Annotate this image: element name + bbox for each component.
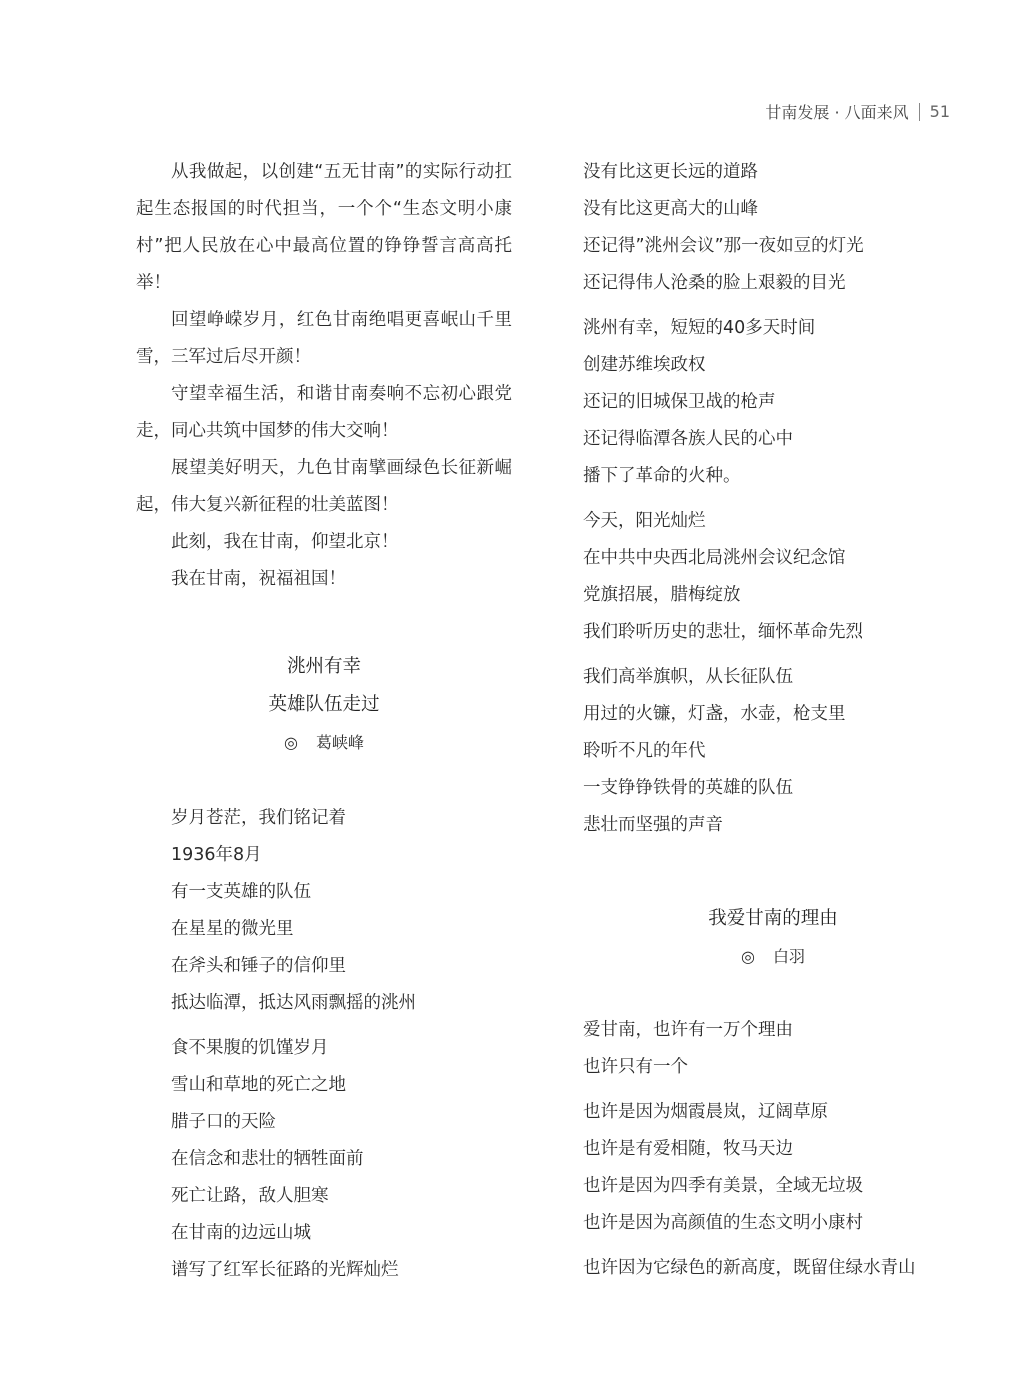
poem-line: 没有比这更高大的山峰 — [583, 199, 758, 219]
poem-line: 还记的旧城保卫战的枪声 — [583, 392, 776, 412]
poem-stanza — [583, 1094, 963, 1242]
poem2-author — [583, 942, 963, 972]
poem-author — [136, 728, 512, 758]
poem-line: 党旗招展，腊梅绽放 — [583, 585, 741, 605]
poem-line: 有一支英雄的队伍 — [171, 882, 311, 902]
poem-line: 洮州有幸，短短的40多天时间 — [583, 318, 816, 338]
body-paragraph: 我在甘南，祝福祖国！ — [171, 569, 346, 589]
body-paragraph: 展望美好明天，九色甘南擘画绿色长征新崛起，伟大复兴新征程的壮美蓝图！ — [136, 458, 512, 515]
poem-line: 食不果腹的饥馑岁月 — [171, 1038, 329, 1058]
poem-stanza — [583, 154, 963, 302]
poem-line: 也许只有一个 — [583, 1057, 688, 1077]
poem-line: 在中共中央西北局洮州会议纪念馆 — [583, 548, 846, 568]
body-paragraph: 守望幸福生活，和谐甘南奏响不忘初心跟党走，同心共筑中国梦的伟大交响！ — [136, 384, 512, 441]
poem-line: 也许因为它绿色的新高度，既留住绿水青山 — [583, 1258, 916, 1278]
poem-line: 创建苏维埃政权 — [583, 355, 706, 375]
poem-line: 用过的火镰，灯盏，水壶，枪支里 — [583, 704, 846, 724]
page-number: 51 — [929, 102, 950, 121]
poem-line: 没有比这更长远的道路 — [583, 162, 758, 182]
author-mark: ◎ — [741, 947, 755, 966]
poem-line: 1936年8月 — [171, 845, 262, 865]
poem-line: 在星星的微光里 — [171, 919, 294, 939]
poem-stanza — [136, 1030, 512, 1289]
poem-line: 也许是因为四季有美景，全域无垃圾 — [583, 1176, 863, 1196]
poem-line: 死亡让路，敌人胆寒 — [171, 1186, 329, 1206]
poem-line: 也许是有爱相随，牧马天边 — [583, 1139, 793, 1159]
poem-line: 也许是因为烟霞晨岚，辽阔草原 — [583, 1102, 828, 1122]
poem-line: 谱写了红军长征路的光辉灿烂 — [171, 1260, 399, 1280]
section-title: 甘南发展 · 八面来风 — [765, 103, 909, 122]
poem-stanza — [583, 310, 963, 495]
poem-title-line1: 洮州有幸 — [286, 656, 361, 677]
poem-line: 在信念和悲壮的牺牲面前 — [171, 1149, 364, 1169]
poem-line: 还记得伟人沧桑的脸上艰毅的目光 — [583, 273, 846, 293]
poem-line: 一支铮铮铁骨的英雄的队伍 — [583, 778, 793, 798]
poem-stanza — [583, 503, 963, 651]
poem-stanza — [583, 1012, 963, 1086]
poem-line: 还记得临潭各族人民的心中 — [583, 429, 793, 449]
poem-stanza — [583, 659, 963, 844]
poem-line: 雪山和草地的死亡之地 — [171, 1075, 346, 1095]
poem-line: 在甘南的边远山城 — [171, 1223, 311, 1243]
poem-line: 抵达临潭，抵达风雨飘摇的洮州 — [171, 993, 416, 1013]
body-paragraph: 此刻，我在甘南，仰望北京！ — [171, 532, 399, 552]
poem-line: 我们聆听历史的悲壮，缅怀革命先烈 — [583, 622, 863, 642]
poem-line: 今天，阳光灿烂 — [583, 511, 706, 531]
body-paragraph: 从我做起，以创建“五无甘南”的实际行动扛起生态报国的时代担当，一个个“生态文明小康村”把人民放在心中最高位置的铮铮誓言高高托举！ — [136, 162, 512, 293]
right-column — [583, 154, 963, 1295]
poem-title-line2: 英雄队伍走过 — [268, 694, 380, 715]
poem-line: 我们高举旗帜，从长征队伍 — [583, 667, 793, 687]
poem-line: 还记得”洮州会议”那一夜如豆的灯光 — [583, 236, 864, 256]
poem-line: 悲壮而坚强的声音 — [583, 815, 723, 835]
left-column — [136, 154, 512, 1297]
poem-line: 爱甘南，也许有一万个理由 — [583, 1020, 793, 1040]
poem-stanza — [583, 1250, 963, 1287]
author-name: 白羽 — [772, 947, 805, 966]
poem-line: 在斧头和锤子的信仰里 — [171, 956, 346, 976]
poem-line: 聆听不凡的年代 — [583, 741, 706, 761]
poem-line: 岁月苍茫，我们铭记着 — [171, 808, 346, 828]
poem-line: 播下了革命的火种。 — [583, 466, 741, 486]
page-header — [765, 100, 950, 123]
poem-line: 也许是因为高颜值的生态文明小康村 — [583, 1213, 863, 1233]
poem-stanza — [136, 800, 512, 1022]
author-name: 葛峡峰 — [315, 733, 364, 752]
poem-line: 腊子口的天险 — [171, 1112, 276, 1132]
body-paragraph: 回望峥嵘岁月，红色甘南绝唱更喜岷山千里雪，三军过后尽开颜！ — [136, 310, 512, 367]
author-mark: ◎ — [284, 733, 298, 752]
header-divider — [919, 103, 920, 121]
poem2-title: 我爱甘南的理由 — [708, 908, 838, 929]
